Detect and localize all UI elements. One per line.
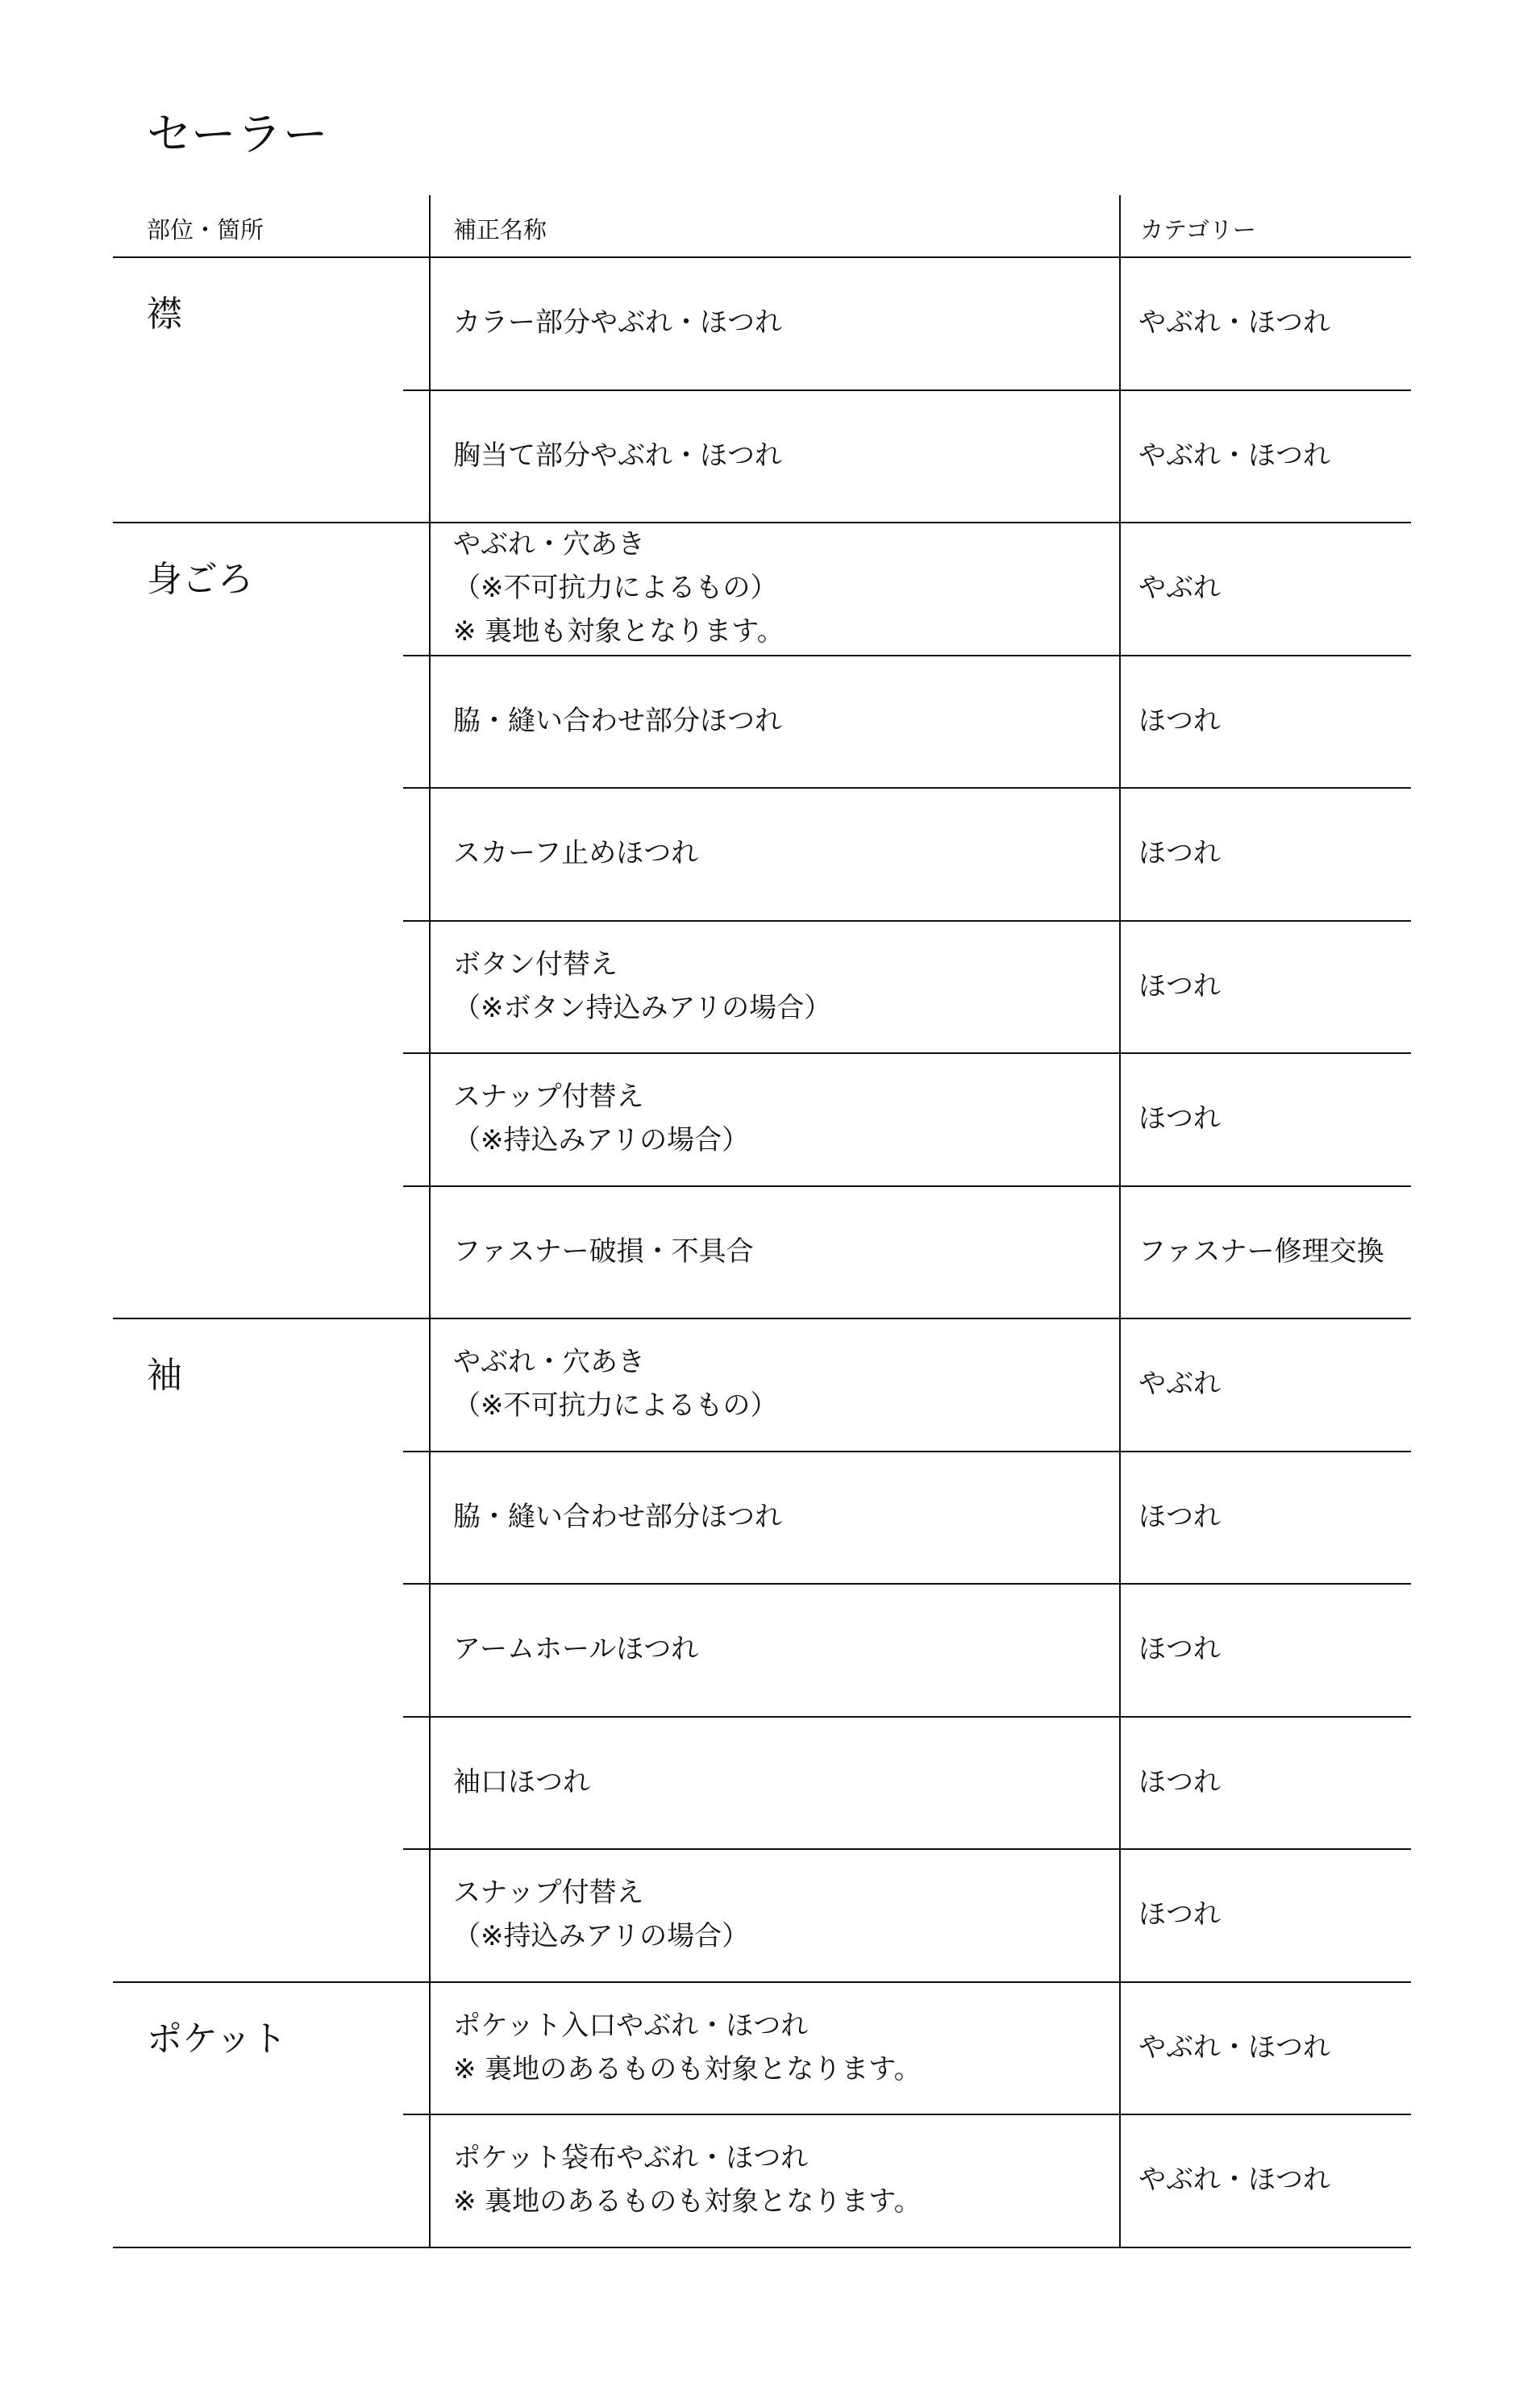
category-cell — [1138, 1981, 1405, 2114]
repair-name-cell — [453, 1052, 1114, 1185]
repair-name-line: ポケット袋布やぶれ・ほつれ — [453, 2142, 809, 2175]
section-label: ポケット — [147, 2018, 287, 2060]
category-cell — [1138, 389, 1405, 523]
repair-name-cell — [453, 1848, 1114, 1981]
category-text: やぶれ — [1138, 572, 1221, 605]
column-divider-category — [1119, 195, 1121, 2247]
category-cell — [1138, 1716, 1405, 1849]
category-text: ほつれ — [1138, 1102, 1221, 1135]
repair-name-cell — [453, 787, 1114, 920]
category-cell — [1138, 787, 1405, 920]
repair-name-line: やぶれ・穴あき — [453, 1346, 645, 1379]
repair-name-cell — [453, 1318, 1114, 1451]
header-part: 部位・箇所 — [147, 216, 264, 244]
repair-name-cell — [453, 1716, 1114, 1849]
category-cell — [1138, 920, 1405, 1053]
category-text: ほつれ — [1138, 1633, 1221, 1666]
repair-name-line: スナップ付替え — [453, 1877, 644, 1910]
category-text: やぶれ・ほつれ — [1138, 439, 1330, 472]
column-divider-part — [429, 195, 431, 2247]
repair-name-line: 脇・縫い合わせ部分ほつれ — [453, 1500, 782, 1533]
repair-name-cell — [453, 1981, 1114, 2114]
category-text: ほつれ — [1138, 837, 1221, 870]
category-text: ほつれ — [1138, 704, 1221, 737]
repair-name-line: 袖口ほつれ — [453, 1765, 590, 1798]
repair-name-cell — [453, 1451, 1114, 1584]
category-text: やぶれ・ほつれ — [1138, 2031, 1330, 2064]
category-cell — [1138, 256, 1405, 389]
repair-name-cell — [453, 256, 1114, 389]
section-label: 身ごろ — [147, 559, 253, 601]
repair-name-cell — [453, 1583, 1114, 1716]
repair-name-cell — [453, 522, 1114, 655]
category-text: ほつれ — [1138, 969, 1221, 1002]
repair-name-line: ポケット入口やぶれ・ほつれ — [453, 2009, 809, 2042]
repair-name-cell — [453, 2114, 1114, 2247]
category-cell — [1138, 1848, 1405, 1981]
repair-name-line: スナップ付替え — [453, 1081, 644, 1114]
repair-name-line: カラー部分やぶれ・ほつれ — [453, 306, 782, 339]
repair-name-line: （※不可抗力によるもの） — [453, 572, 778, 605]
repair-name-line: ※ 裏地のあるものも対象となります。 — [453, 2052, 922, 2085]
category-cell — [1138, 1185, 1405, 1318]
category-text: やぶれ・ほつれ — [1138, 2164, 1330, 2197]
repair-name-line: アームホールほつれ — [453, 1633, 699, 1666]
repair-name-line: スカーフ止めほつれ — [453, 837, 699, 870]
category-text: ファスナー修理交換 — [1138, 1235, 1384, 1268]
section-label: 襟 — [147, 294, 182, 335]
category-cell — [1138, 655, 1405, 788]
category-cell — [1138, 2114, 1405, 2247]
repair-name-line: （※不可抗力によるもの） — [453, 1389, 778, 1423]
repair-name-cell — [453, 1185, 1114, 1318]
repair-name-line: ※ 裏地のあるものも対象となります。 — [453, 2185, 922, 2218]
repair-name-line: （※持込みアリの場合） — [453, 1920, 750, 1953]
page-title: セーラー — [147, 109, 329, 161]
repair-name-line: やぶれ・穴あき — [453, 528, 645, 561]
repair-name-cell — [453, 920, 1114, 1053]
repair-name-line: ファスナー破損・不具合 — [453, 1235, 754, 1268]
repair-name-line: （※ボタン持込みアリの場合） — [453, 991, 832, 1024]
section-label: 袖 — [147, 1355, 182, 1397]
category-cell — [1138, 1052, 1405, 1185]
category-cell — [1138, 522, 1405, 655]
category-text: ほつれ — [1138, 1765, 1221, 1798]
category-text: ほつれ — [1138, 1500, 1221, 1533]
header-name: 補正名称 — [453, 216, 547, 244]
repair-name-line: 脇・縫い合わせ部分ほつれ — [453, 704, 782, 737]
category-cell — [1138, 1451, 1405, 1584]
category-text: ほつれ — [1138, 1898, 1221, 1931]
repair-name-cell — [453, 655, 1114, 788]
header-category: カテゴリー — [1140, 216, 1256, 244]
section-divider — [113, 2247, 1411, 2248]
category-text: やぶれ — [1138, 1368, 1221, 1401]
category-text: やぶれ・ほつれ — [1138, 306, 1330, 339]
repair-name-line: ※ 裏地も対象となります。 — [453, 615, 785, 648]
repair-name-line: ボタン付替え — [453, 948, 618, 981]
repair-name-line: 胸当て部分やぶれ・ほつれ — [453, 439, 782, 472]
repair-name-line: （※持込みアリの場合） — [453, 1124, 750, 1157]
category-cell — [1138, 1318, 1405, 1451]
category-cell — [1138, 1583, 1405, 1716]
repair-name-cell — [453, 389, 1114, 523]
